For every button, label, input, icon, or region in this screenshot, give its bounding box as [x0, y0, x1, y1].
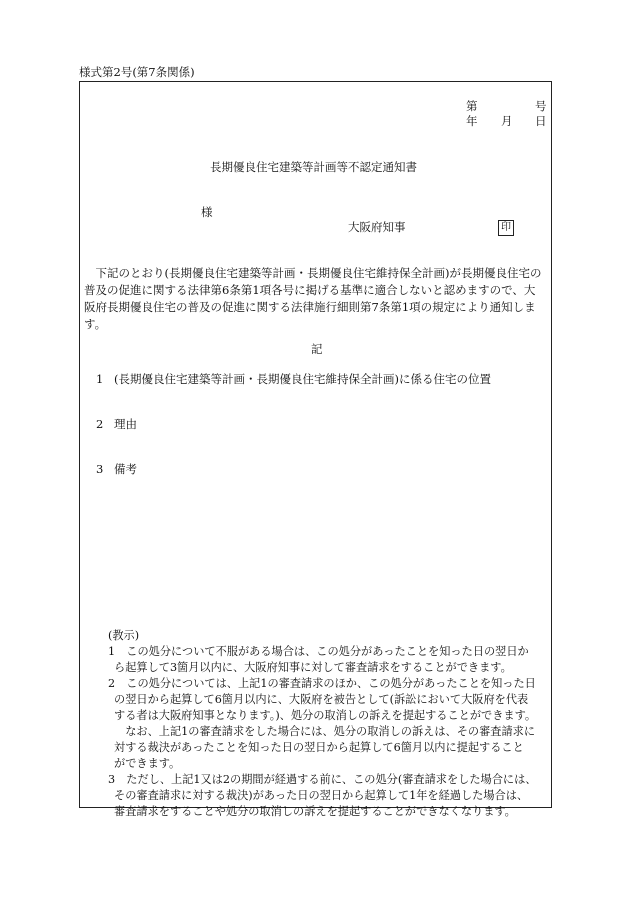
- item-3-label: 備考: [114, 462, 137, 476]
- instruction-line: ができます。: [114, 757, 181, 770]
- header-dai: 第: [466, 99, 478, 113]
- issuer-name: 大阪府知事: [348, 220, 406, 234]
- instruction-line: その審査請求に対する裁決)があった日の翌日から起算して1年を経過した場合は、: [114, 789, 529, 802]
- header-hi: 日: [535, 114, 547, 128]
- header-nen: 年: [466, 114, 478, 128]
- instruction-line: 2 この処分については、上記1の審査請求のほか、この処分があったことを知った日: [108, 677, 536, 690]
- instruction-line: なお、上記1の審査請求をした場合には、処分の取消しの訴えは、その審査請求に: [114, 725, 536, 738]
- instruction-line: 3 ただし、上記1又は2の期間が経過する前に、この処分(審査請求をした場合には、: [108, 773, 537, 786]
- instruction-line: 1 この処分について不服がある場合は、この処分があったことを知った日の翌日か: [108, 645, 529, 658]
- ki-heading: 記: [311, 342, 323, 356]
- instruction-line: 対する裁決があったことを知った日の翌日から起算して6箇月以内に提起すること: [114, 741, 524, 754]
- instruction-line: する者は大阪府知事となります。)、処分の取消しの訴えを提起することができます。: [114, 709, 537, 722]
- seal-mark: 印: [498, 220, 514, 236]
- item-2-number: 2: [96, 417, 104, 431]
- instruction-line: ら起算して3箇月以内に、大阪府知事に対して審査請求をすることができます。: [114, 661, 512, 674]
- instruction-line: 審査請求をすることや処分の取消しの訴えを提起することができなくなります。: [114, 805, 516, 818]
- addressee-suffix: 様: [201, 205, 213, 219]
- header-go: 号: [535, 99, 547, 113]
- item-1-label: (長期優良住宅建築等計画・長期優良住宅維持保全計画)に係る住宅の位置: [114, 372, 491, 386]
- item-2-label: 理由: [114, 417, 137, 431]
- form-label: 様式第2号(第7条関係): [79, 65, 195, 79]
- body-paragraph: 下記のとおり(長期優良住宅建築等計画・長期優良住宅維持保全計画)が長期優良住宅の普及の促進に関する法律第6条第1項各号に掲げる基準に適合しないと認めますので、大阪府長期優良住宅の普及の促進に関する法律施行細則第7条第1項の規定により通知します。: [84, 266, 542, 331]
- instruction-heading: (教示): [108, 629, 140, 642]
- instruction-line: の翌日から起算して6箇月以内に、大阪府を被告として(訴訟において大阪府を代表: [114, 693, 529, 706]
- item-3-number: 3: [96, 462, 104, 476]
- document-title: 長期優良住宅建築等計画等不認定通知書: [210, 160, 417, 174]
- item-1-number: 1: [96, 372, 104, 386]
- header-tsuki: 月: [501, 114, 513, 128]
